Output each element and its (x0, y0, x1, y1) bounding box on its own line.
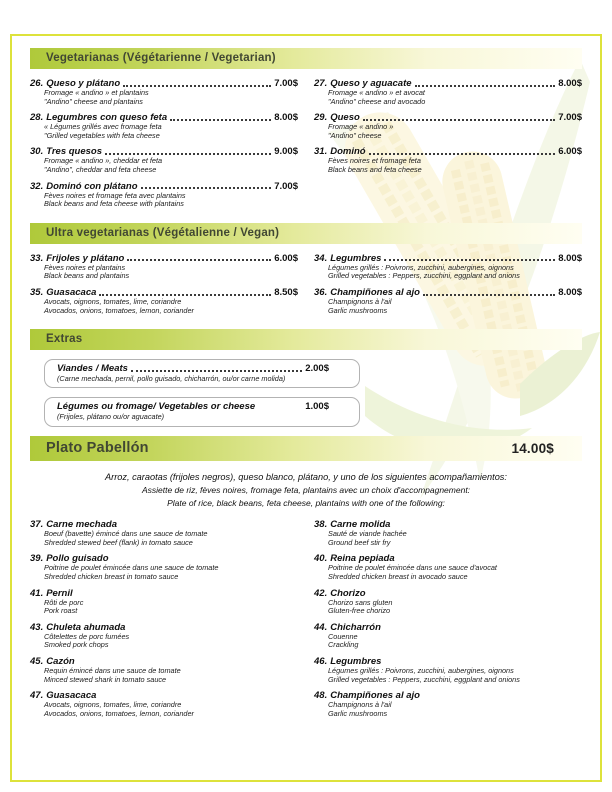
description-line: "Andino" cheese (328, 130, 382, 140)
item-name: Carne molida (330, 519, 391, 531)
item-price: 8.00$ (558, 78, 582, 89)
item-number: 34. (314, 252, 328, 264)
item-price: 7.00$ (558, 112, 582, 124)
item-description (44, 667, 298, 684)
section-header-plato-pabellon (30, 436, 582, 461)
extra-name: Viandes / Meats (57, 363, 128, 375)
page-frame (10, 34, 602, 782)
item-description (44, 157, 298, 174)
description-line: Grilled vegetables : Peppers, zucchini, eggplant and onions (328, 271, 520, 281)
extra-description: (Carne mechada, pernil, pollo guisado, chicharrón, ou/or carne molida) (57, 374, 286, 384)
description-line: Avocats, oignons, tomates, lime, coriandre (44, 700, 182, 710)
item-number: 33. (30, 252, 44, 264)
menu-item (30, 112, 298, 140)
description-line: Shredded chicken breast in tomato sauce (44, 571, 179, 581)
section-plato-pabellon (30, 436, 582, 725)
description-line: Boeuf (bavette) émincé dans une sauce de tomate (44, 529, 208, 539)
menu-item (30, 181, 298, 209)
menu-item (30, 78, 298, 106)
item-name-row (314, 588, 582, 599)
menu-item (30, 588, 298, 616)
item-number: 32. (30, 180, 44, 192)
item-description (328, 298, 582, 315)
extra-name-row (57, 363, 329, 374)
item-description (44, 530, 298, 547)
item-name-row (30, 588, 298, 599)
item-number: 31. (314, 146, 328, 158)
item-number: 45. (30, 656, 44, 667)
description-line: Sauté de viande hachée (328, 529, 407, 539)
item-name: Pollo guisado (46, 553, 109, 565)
item-number: 46. (314, 656, 328, 667)
menu-item (30, 622, 298, 650)
item-name-row (30, 181, 298, 192)
description-line: Black beans and plantains (44, 271, 130, 281)
item-number: 47. (30, 690, 44, 702)
description-line: Rôti de porc (44, 597, 84, 607)
section-price: 14.00$ (511, 440, 554, 456)
extra-description: (Frijoles, plátano ou/or aguacate) (57, 412, 165, 422)
extras-list (44, 359, 582, 426)
description-line: Gluten-free chorizo (328, 606, 391, 616)
section-title: Vegetarianas (Végétarienne / Vegetarian) (46, 52, 276, 64)
item-number: 44. (314, 621, 328, 633)
item-column (314, 519, 582, 724)
menu-content (12, 36, 600, 780)
dotted-leader (369, 146, 556, 155)
item-name: Cazón (46, 656, 75, 667)
menu-item (30, 287, 298, 315)
description-line: Avocados, onions, tomatoes, lemon, coriander (44, 708, 194, 718)
section-ultra-vegetarianas (30, 223, 582, 321)
description-line: Fèves noires et fromage feta avec plantains (44, 190, 186, 200)
section-title: Extras (46, 333, 83, 346)
item-price: 9.00$ (274, 146, 298, 158)
item-name: Guasacaca (46, 287, 97, 299)
item-number: 37. (30, 519, 44, 531)
menu-item (30, 253, 298, 281)
item-number: 43. (30, 621, 44, 633)
dotted-leader (127, 253, 271, 262)
item-name: Reina pepiada (330, 553, 395, 565)
item-number: 27. (314, 78, 328, 89)
extra-name-row (57, 401, 329, 412)
item-price: 6.00$ (274, 252, 298, 264)
dotted-leader (363, 112, 555, 121)
menu-item (314, 287, 582, 315)
item-price: 8.00$ (274, 112, 298, 124)
item-description (328, 667, 582, 684)
section-extras (30, 329, 582, 426)
item-number: 30. (30, 146, 44, 158)
item-number: 28. (30, 112, 44, 124)
description-line: Fromage « andino » et avocat (328, 88, 425, 97)
intro-line: Arroz, caraotas (frijoles negros), queso blanco, plátano, y uno de los siguientes acompañamientos: (105, 471, 507, 482)
menu-item (314, 112, 582, 140)
item-name: Guasacaca (46, 690, 97, 702)
description-line: Côtelettes de porc fumées (44, 631, 130, 641)
description-line: Grilled vegetables : Peppers, zucchini, eggplant and onions (328, 674, 520, 684)
description-line: Légumes grillés : Poivrons, zucchini, aubergines, oignons (328, 666, 514, 675)
dotted-leader (123, 78, 271, 87)
menu-item (30, 690, 298, 718)
description-line: Chorizo sans gluten (328, 597, 393, 607)
intro-line: Plate of rice, black beans, feta cheese, plantains with one of the following: (167, 497, 445, 508)
description-line: Shredded chicken breast in avocado sauce (328, 571, 468, 581)
item-number: 35. (30, 287, 44, 299)
item-name: Dominó con plátano (46, 180, 138, 192)
item-description (44, 192, 298, 209)
description-line: Champignons à l'ail (328, 297, 392, 307)
item-description (44, 264, 298, 281)
menu-item (30, 656, 298, 684)
menu-item (30, 553, 298, 581)
extra-name: Légumes ou fromage/ Vegetables or cheese (57, 401, 256, 413)
menu-item (314, 78, 582, 106)
description-line: "Andino", cheddar and feta cheese (44, 165, 157, 175)
item-column (30, 253, 298, 321)
item-number: 29. (314, 112, 328, 124)
item-description (328, 599, 582, 616)
dotted-leader (170, 112, 271, 121)
extra-price: 1.00$ (305, 401, 329, 413)
spacer (255, 401, 305, 412)
description-line: Ground beef stir fry (328, 537, 391, 547)
section-header-vegetarianas (30, 48, 582, 69)
description-line: Pork roast (44, 606, 78, 616)
item-description (44, 701, 298, 718)
item-number: 40. (314, 553, 328, 565)
item-description (44, 123, 298, 140)
item-description (328, 633, 582, 650)
description-line: Couenne (328, 631, 358, 641)
description-line: Shredded stewed beef (flank) in tomato sauce (44, 537, 193, 547)
item-name: Champiñones al ajo (330, 287, 420, 299)
item-name: Chorizo (330, 587, 366, 599)
item-number: 26. (30, 78, 44, 89)
menu-item (314, 553, 582, 581)
item-columns (30, 78, 582, 215)
description-line: Poitrine de poulet émincée dans une sauce de tomate (44, 563, 219, 573)
item-column (30, 519, 298, 724)
item-name: Frijoles y plátano (46, 252, 125, 264)
description-line: Avocados, onions, tomatoes, lemon, coriander (44, 305, 194, 315)
item-name: Carne mechada (46, 519, 117, 531)
item-name: Legumbres (330, 656, 382, 667)
item-description (44, 89, 298, 106)
menu-item (30, 146, 298, 174)
item-price: 7.00$ (274, 78, 298, 89)
item-description (328, 701, 582, 718)
description-line: "Andino" cheese and avocado (328, 96, 426, 106)
item-description (328, 564, 582, 581)
item-column (30, 78, 298, 215)
item-price: 8.00$ (558, 252, 582, 264)
item-name: Champiñones al ajo (330, 690, 420, 702)
dotted-leader (131, 363, 302, 372)
item-description (328, 123, 582, 140)
item-description (328, 530, 582, 547)
menu-item (314, 253, 582, 281)
section-header-ultra-vegetarianas (30, 223, 582, 244)
dotted-leader (105, 146, 271, 155)
description-line: "Grilled vegetables with feta cheese (44, 130, 160, 140)
item-number: 39. (30, 553, 44, 565)
menu-item (314, 656, 582, 684)
item-description (328, 264, 582, 281)
item-description (44, 564, 298, 581)
dotted-leader (423, 287, 555, 296)
item-description (44, 298, 298, 315)
section-vegetarianas (30, 48, 582, 215)
description-line: Smoked pork chops (44, 640, 109, 650)
section-intro (30, 470, 582, 511)
item-column (314, 253, 582, 321)
item-number: 48. (314, 690, 328, 702)
item-number: 42. (314, 587, 328, 599)
item-price: 6.00$ (558, 146, 582, 158)
item-number: 41. (30, 587, 44, 599)
description-line: Crackling (328, 640, 359, 650)
description-line: Garlic mushrooms (328, 305, 388, 315)
section-title: Plato Pabellón (46, 439, 149, 456)
description-line: Fèves noires et fromage feta (328, 156, 421, 166)
item-name: Chuleta ahumada (46, 621, 126, 633)
description-line: Poitrine de poulet émincée dans une sauce d'avocat (328, 563, 497, 573)
item-number: 38. (314, 519, 328, 531)
item-name: Legumbres (330, 252, 382, 264)
menu-item (314, 690, 582, 718)
extra-price: 2.00$ (305, 363, 329, 375)
description-line: Fromage « andino », cheddar et feta (44, 156, 163, 166)
description-line: Black beans and feta cheese with plantains (44, 199, 184, 209)
dotted-leader (141, 181, 272, 190)
item-description (328, 157, 582, 174)
description-line: "Andino" cheese and plantains (44, 96, 143, 106)
item-price: 8.50$ (274, 287, 298, 299)
item-description (328, 89, 582, 106)
item-name: Queso (330, 112, 360, 124)
extra-item (44, 397, 360, 426)
item-column (314, 78, 582, 215)
item-name: Queso y plátano (46, 78, 121, 89)
description-line: Black beans and feta cheese (328, 165, 422, 175)
dotted-leader (99, 287, 271, 296)
item-number: 36. (314, 287, 328, 299)
description-line: Fromage « andino » (328, 122, 394, 132)
menu-item (314, 519, 582, 547)
item-description (44, 633, 298, 650)
dotted-leader (415, 78, 556, 87)
intro-line: Assiette de riz, fèves noires, fromage feta, plantains avec un choix d'accompagnement: (141, 484, 471, 495)
item-name: Queso y aguacate (330, 78, 412, 89)
description-line: Fromage « andino » et plantains (44, 88, 149, 97)
item-description (44, 599, 298, 616)
menu-item (30, 519, 298, 547)
description-line: Garlic mushrooms (328, 708, 388, 718)
item-name: Legumbres con queso feta (46, 112, 168, 124)
description-line: Champignons à l'ail (328, 700, 392, 710)
dotted-leader (384, 253, 555, 262)
extra-item (44, 359, 360, 388)
section-title: Ultra vegetarianas (Végétalienne / Vegan) (46, 226, 280, 239)
item-name: Pernil (46, 587, 73, 599)
description-line: Avocats, oignons, tomates, lime, coriandre (44, 297, 182, 307)
description-line: Minced stewed shark in tomato sauce (44, 674, 167, 684)
item-columns (30, 519, 582, 724)
section-header-extras (30, 329, 582, 350)
item-price: 7.00$ (274, 180, 298, 192)
item-name: Dominó (330, 146, 366, 158)
description-line: Légumes grillés : Poivrons, zucchini, aubergines, oignons (328, 262, 514, 272)
menu-item (314, 588, 582, 616)
item-name: Chicharrón (330, 621, 381, 633)
description-line: Requin émincé dans une sauce de tomate (44, 666, 181, 675)
item-name: Tres quesos (46, 146, 103, 158)
description-line: « Légumes grillés avec fromage feta (44, 122, 162, 132)
menu-item (314, 622, 582, 650)
menu-item (314, 146, 582, 174)
item-columns (30, 253, 582, 321)
item-price: 8.00$ (558, 287, 582, 299)
description-line: Fèves noires et plantains (44, 262, 126, 272)
